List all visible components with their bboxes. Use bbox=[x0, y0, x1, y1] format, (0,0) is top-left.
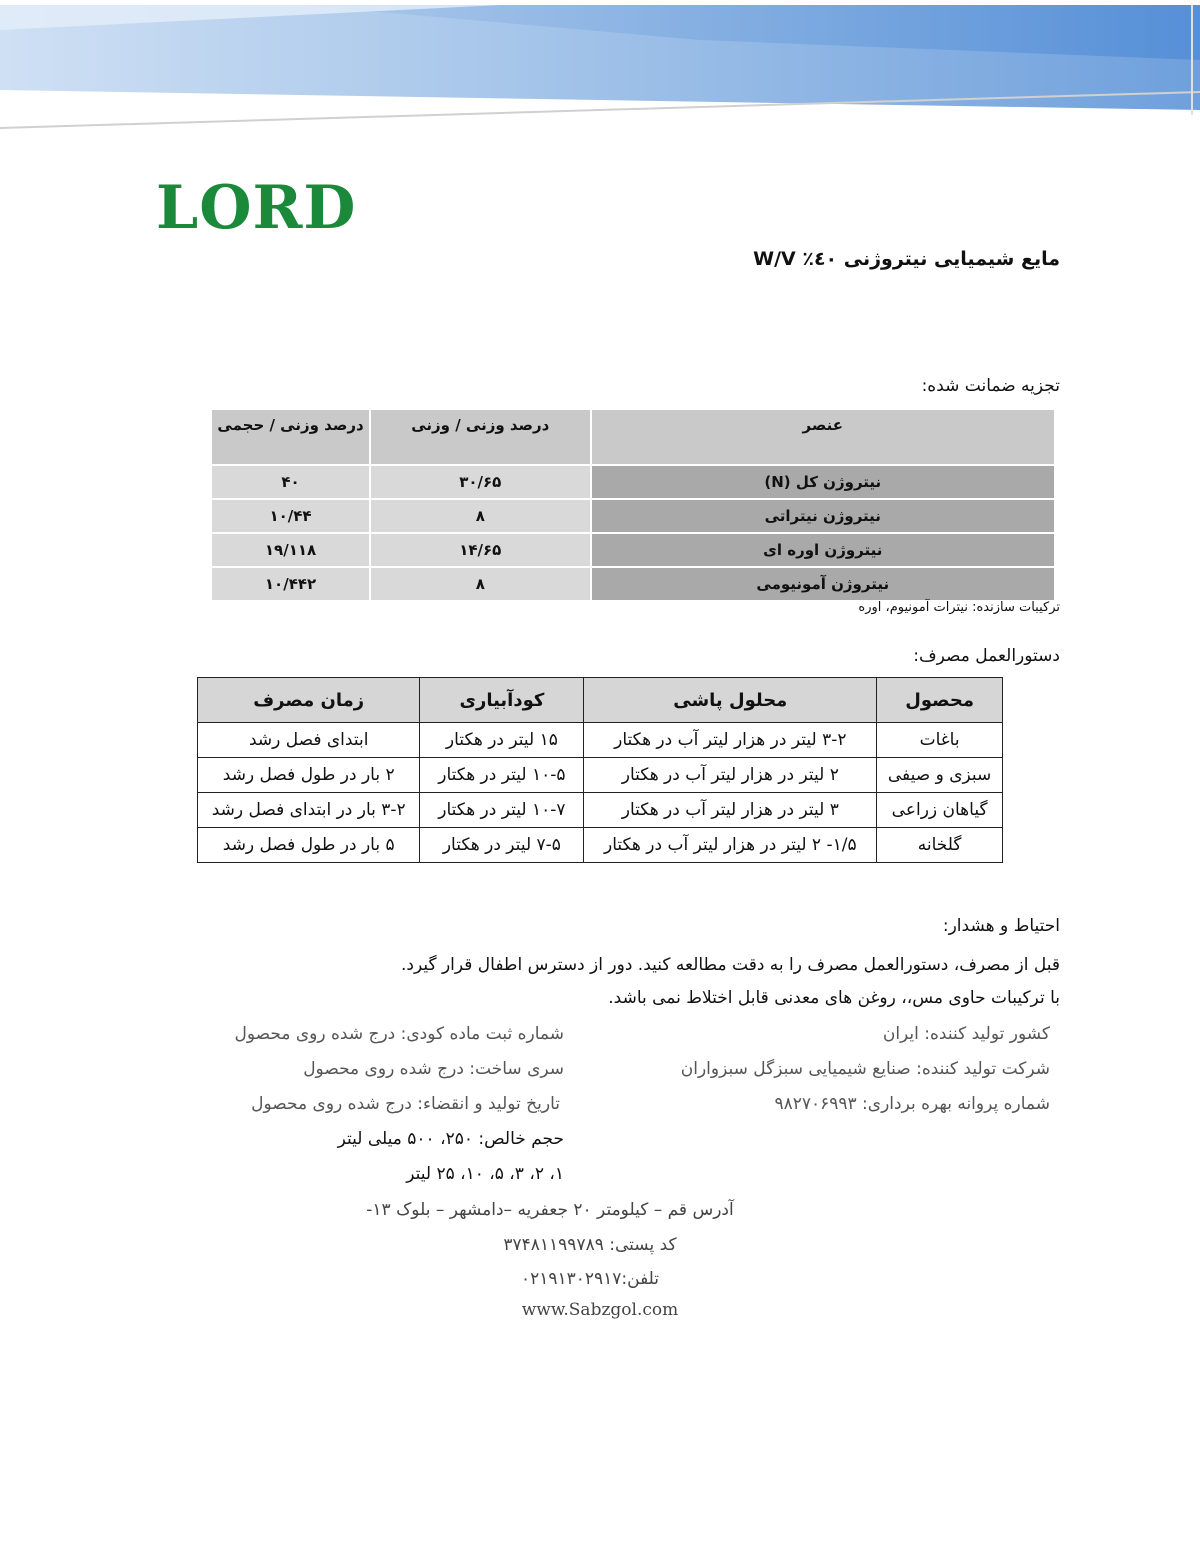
footer-postal-code: کد پستی: ۳۷۴۸۱۱۹۹۷۸۹ bbox=[503, 1235, 677, 1255]
usage-time: ۳-۲ بار در ابتدای فصل رشد bbox=[198, 793, 420, 828]
usage-time: ۲ بار در طول فصل رشد bbox=[198, 758, 420, 793]
usage-spray: ۱/۵- ۲ لیتر در هزار لیتر آب در هکتار bbox=[584, 828, 877, 863]
analysis-header-row bbox=[211, 409, 1055, 465]
footer-phone: تلفن:۰۲۱۹۱۳۰۲۹۱۷ bbox=[520, 1269, 660, 1289]
analysis-element: نیتروژن آمونیومی bbox=[591, 567, 1056, 601]
usage-crop: گلخانه bbox=[877, 828, 1003, 863]
usage-header-fertigation: کودآبیاری bbox=[420, 678, 584, 723]
batch-number: سری ساخت: درج شده روی محصول bbox=[303, 1059, 564, 1079]
table-row bbox=[211, 533, 1055, 567]
fertilizer-registration: شماره ثبت ماده کودی: درج شده روی محصول bbox=[234, 1024, 564, 1044]
analysis-header-wv: درصد وزنی / حجمی bbox=[211, 409, 370, 465]
caution-line-2: با ترکیبات حاوی مس،، روغن های معدنی قابل اختلاط نمی باشد. bbox=[608, 988, 1060, 1008]
footer-website: www.Sabzgol.com bbox=[521, 1300, 679, 1320]
analysis-element: نیتروژن کل (N) bbox=[591, 465, 1056, 499]
table-row bbox=[211, 465, 1055, 499]
caution-label: احتیاط و هشدار: bbox=[942, 916, 1060, 936]
usage-header-spray: محلول پاشی bbox=[584, 678, 877, 723]
usage-fertigation: ۱۰-۵ لیتر در هکتار bbox=[420, 758, 584, 793]
usage-table bbox=[197, 677, 1003, 863]
usage-header-crop: محصول bbox=[877, 678, 1003, 723]
analysis-element: نیتروژن اوره ای bbox=[591, 533, 1056, 567]
product-title-unit: W/V bbox=[753, 248, 796, 270]
analysis-wv: ۱۰/۴۴ bbox=[211, 499, 370, 533]
header-wave-decoration bbox=[0, 0, 1200, 140]
analysis-label: تجزیه ضمانت شده: bbox=[921, 376, 1060, 396]
caution-line-1: قبل از مصرف، دستورالعمل مصرف را به دقت مطالعه کنید. دور از دسترس اطفال قرار گیرد. bbox=[400, 955, 1060, 975]
analysis-ww: ۸ bbox=[370, 499, 590, 533]
footer-address: آدرس قم – کیلومتر ۲۰ جعفریه –دامشهر – بلوک ۱۳- bbox=[366, 1200, 734, 1220]
usage-spray: ۲ لیتر در هزار لیتر آب در هکتار bbox=[584, 758, 877, 793]
usage-label: دستورالعمل مصرف: bbox=[913, 646, 1060, 666]
net-volume-liters: ۱، ۲، ۳، ۵، ۱۰، ۲۵ لیتر bbox=[406, 1164, 564, 1184]
brand-logo: LORD bbox=[156, 173, 357, 243]
analysis-ww: ۱۴/۶۵ bbox=[370, 533, 590, 567]
analysis-wv: ۱۰/۴۴۲ bbox=[211, 567, 370, 601]
producer-country: کشور تولید کننده: ایران bbox=[882, 1024, 1050, 1044]
usage-spray: ۳-۲ لیتر در هزار لیتر آب در هکتار bbox=[584, 723, 877, 758]
usage-crop: سبزی و صیفی bbox=[877, 758, 1003, 793]
table-row bbox=[198, 793, 1003, 828]
usage-fertigation: ۱۰-۷ لیتر در هکتار bbox=[420, 793, 584, 828]
usage-crop: گیاهان زراعی bbox=[877, 793, 1003, 828]
analysis-header-ww: درصد وزنی / وزنی bbox=[370, 409, 590, 465]
usage-time: ۵ بار در طول فصل رشد bbox=[198, 828, 420, 863]
analysis-ww: ۸ bbox=[370, 567, 590, 601]
analysis-wv: ۴۰ bbox=[211, 465, 370, 499]
usage-fertigation: ۱۵ لیتر در هکتار bbox=[420, 723, 584, 758]
analysis-element: نیتروژن نیتراتی bbox=[591, 499, 1056, 533]
usage-spray: ۳ لیتر در هزار لیتر آب در هکتار bbox=[584, 793, 877, 828]
product-title bbox=[753, 248, 1060, 270]
table-row bbox=[211, 567, 1055, 601]
usage-crop: باغات bbox=[877, 723, 1003, 758]
usage-time: ابتدای فصل رشد bbox=[198, 723, 420, 758]
usage-fertigation: ۷-۵ لیتر در هکتار bbox=[420, 828, 584, 863]
product-title-text: مایع شیمیایی نیتروژنی ٤٠٪ bbox=[795, 248, 1060, 270]
table-row bbox=[198, 828, 1003, 863]
composition-note: ترکیبات سازنده: نیترات آمونیوم، اوره bbox=[858, 600, 1060, 615]
analysis-table bbox=[210, 408, 1056, 602]
table-row bbox=[198, 758, 1003, 793]
net-volume: حجم خالص: ۲۵۰، ۵۰۰ میلی لیتر bbox=[337, 1129, 564, 1149]
usage-header-time: زمان مصرف bbox=[198, 678, 420, 723]
operation-license: شماره پروانه بهره برداری: ۹۸۲۷۰۶۹۹۳ bbox=[774, 1094, 1050, 1114]
analysis-ww: ۳۰/۶۵ bbox=[370, 465, 590, 499]
table-row bbox=[211, 499, 1055, 533]
analysis-wv: ۱۹/۱۱۸ bbox=[211, 533, 370, 567]
producer-company: شرکت تولید کننده: صنایع شیمیایی سبزگل سبزواران bbox=[680, 1059, 1050, 1079]
table-row bbox=[198, 723, 1003, 758]
analysis-header-element: عنصر bbox=[591, 409, 1056, 465]
usage-header-row bbox=[198, 678, 1003, 723]
production-expiry-date: تاریخ تولید و انقضاء: درج شده روی محصول bbox=[251, 1094, 560, 1114]
